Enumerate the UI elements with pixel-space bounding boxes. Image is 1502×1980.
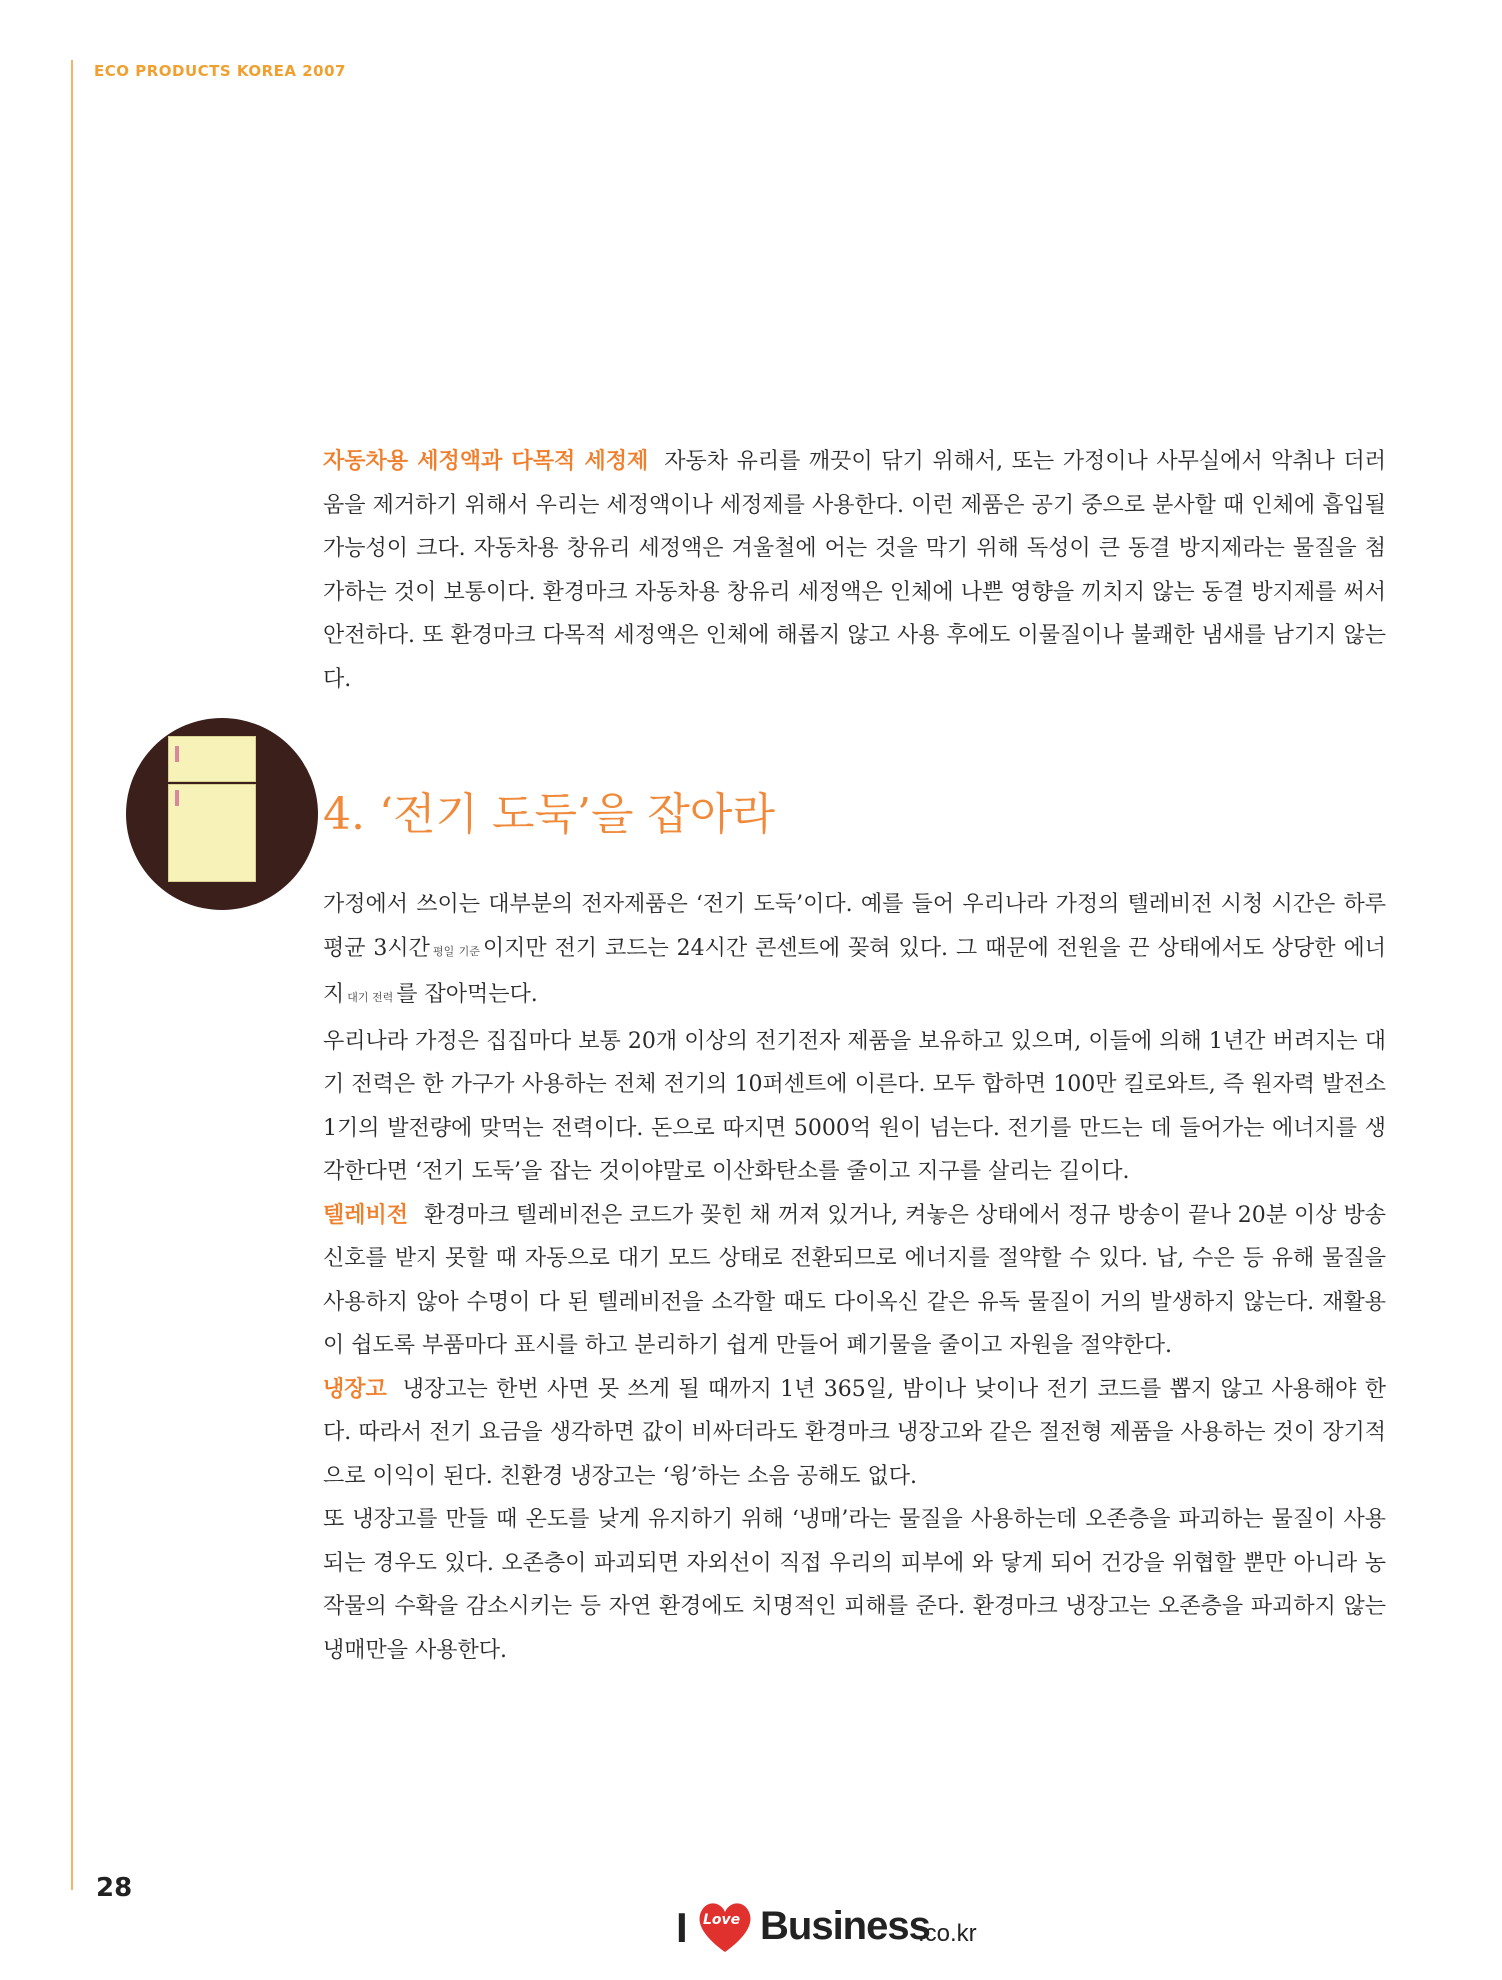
running-header: ECO PRODUCTS KOREA 2007 <box>94 62 346 80</box>
intro-text-c: 를 잡아먹는다. <box>396 982 538 1007</box>
cleaner-lead: 자동차용 세정액과 다목적 세정제 <box>323 449 649 474</box>
fridge-text: 냉장고는 한번 사면 못 쓰게 될 때까지 1년 365일, 밤이나 낮이나 전기 코드를 뽑지 않고 사용해야 한다. 따라서 전기 요금을 생각하면 값이 비싸더라도 환경마크 냉장고와 같은 절전형 제품을 사용하는 것이 장기적으로 이익이 된다. 친환경 냉장고는 ‘윙’하는 소음 공해도 없다. <box>323 1376 1386 1489</box>
tv-text: 환경마크 텔레비전은 코드가 꽂힌 채 꺼져 있거나, 켜놓은 상태에서 정규 방송이 끝나 20분 이상 방송 신호를 받지 못할 때 자동으로 대기 모드 상태로 전환되므로 에너지를 절약할 수 있다. 납, 수은 등 유해 물질을 사용하지 않아 수명이 다 된 텔레비전을 소각할 때도 다이옥신 같은 유독 물질이 거의 발생하지 않는다. 재활용이 쉽도록 부품마다 표시를 하고 분리하기 쉽게 만들어 폐기물을 줄이고 자원을 절약한다. <box>323 1202 1386 1358</box>
page-number: 28 <box>96 1873 133 1903</box>
section-electricity <box>323 883 1386 1672</box>
fridge-paragraph-2: 또 냉장고를 만들 때 온도를 낮게 유지하기 위해 ‘냉매’라는 물질을 사용하는데 오존층을 파괴하는 물질이 사용되는 경우도 있다. 오존층이 파괴되면 자외선이 직접 우리의 피부에 와 닿게 되어 건강을 위협할 뿐만 아니라 농작물의 수확을 감소시키는 등 자연 환경에도 치명적인 피해를 준다. 환경마크 냉장고는 오존층을 파괴하지 않는 냉매만을 사용한다. <box>323 1507 1386 1663</box>
margin-rule <box>71 60 73 1890</box>
fridge-lead: 냉장고 <box>323 1376 387 1402</box>
tv-lead: 텔레비전 <box>323 1202 409 1228</box>
intro-paragraph-1 <box>323 883 1386 1020</box>
cleaner-text: 자동차 유리를 깨끗이 닦기 위해서, 또는 가정이나 사무실에서 악취나 더러움을 제거하기 위해서 우리는 세정액이나 세정제를 사용한다. 이런 제품은 공기 중으로 분사할 때 인체에 흡입될 가능성이 크다. 자동차용 창유리 세정액은 겨울철에 어는 것을 막기 위해 독성이 큰 동결 방지제라는 물질을 첨가하는 것이 보통이다. 환경마크 자동차용 창유리 세정액은 인체에 나쁜 영향을 끼치지 않는 동결 방지제를 써서 안전하다. 또 환경마크 다목적 세정액은 인체에 해롭지 않고 사용 후에도 이물질이나 불쾌한 냄새를 남기지 않는다. <box>323 449 1386 692</box>
fridge-icon <box>168 736 254 880</box>
cleaner-paragraph <box>323 440 1386 701</box>
intro-paragraph-2: 우리나라 가정은 집집마다 보통 20개 이상의 전기전자 제품을 보유하고 있으며, 이들에 의해 1년간 버려지는 대기 전력은 한 가구가 사용하는 전체 전기의 10퍼센트에 이른다. 모두 합하면 100만 킬로와트, 즉 원자력 발전소 1기의 발전량에 맞먹는 전력이다. 돈으로 따지면 5000억 원이 넘는다. 전기를 만드는 데 들어가는 에너지를 생각한다면 ‘전기 도둑’을 잡는 것이야말로 이산화탄소를 줄이고 지구를 살리는 길이다. <box>323 1028 1386 1184</box>
logo-love: Love <box>703 1912 741 1928</box>
logo-domain: .co.kr <box>918 1920 977 1947</box>
tv-paragraph <box>323 1194 1386 1368</box>
brand-logo <box>676 1900 1016 1960</box>
logo-business: Business <box>760 1904 930 1948</box>
fridge-paragraph <box>323 1368 1386 1499</box>
logo-i: I <box>676 1904 688 1951</box>
intro-text-a: 가정에서 쓰이는 대부분의 전자제품은 ‘전기 도둑’이다. 예를 들어 우리나라 가정의 텔레비전 시청 시간은 하루 평균 3시간 <box>323 892 1386 961</box>
section-cleaner <box>323 440 1386 701</box>
intro-text-b: 이지만 전기 코드는 24시간 콘센트에 꽂혀 있다. 그 때문에 전원을 끈 상태에서도 상당한 에너지 <box>323 935 1386 1007</box>
intro-note-1: 평일 기준 <box>432 944 480 958</box>
intro-note-2: 대기 전력 <box>347 991 394 1004</box>
section-title: 4. ‘전기 도둑’을 잡아라 <box>323 789 775 840</box>
